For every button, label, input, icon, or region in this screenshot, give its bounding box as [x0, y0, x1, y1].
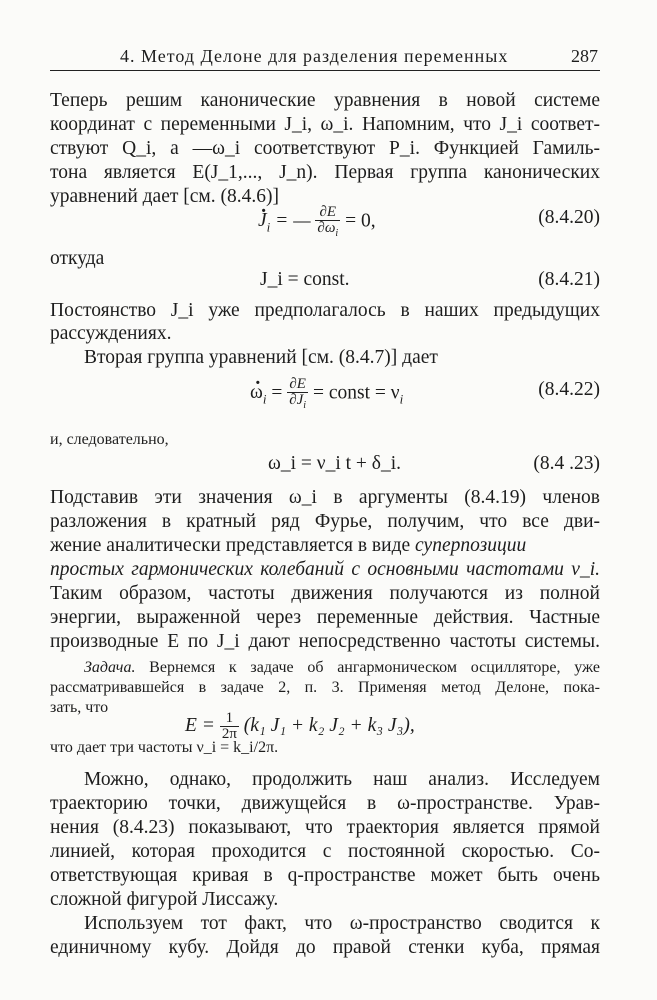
- text-line: жение аналитически представляется в виде суперпозиции: [50, 535, 527, 556]
- equation-formula: ω_i = ν_i t + δ_i.: [268, 453, 402, 474]
- text-line: Используем тот факт, что ω-пространство сводится к: [84, 913, 600, 934]
- text-line: энергии, выраженной через переменные действия. Частные: [50, 607, 600, 628]
- text-line: траекторию точки, движущейся в ω-пространстве. Урав-: [50, 793, 600, 814]
- text-line: Таким образом, частоты движения получаются из полной: [50, 583, 600, 604]
- equation-number: (8.4.20): [538, 207, 600, 228]
- equation-number: (8.4 .23): [533, 453, 600, 474]
- equation-8-4-23: [50, 449, 600, 479]
- text-line: единичному кубу. Дойдя до правой стенки куба, прямая: [50, 937, 600, 958]
- equation-8-4-20: [50, 203, 600, 239]
- task-line: что дает три частоты ν_i = k_i/2π.: [50, 739, 279, 756]
- text-line: координат с переменными J_i, ω_i. Напомним, что J_i соответ-: [50, 114, 600, 135]
- equation-8-4-21: [50, 265, 600, 295]
- text-line: ствуют Q_i, а —ω_i соответствуют P_i. Функцией Гамиль-: [50, 138, 600, 159]
- text-line: Вторая группа уравнений [см. (8.4.7)] дает: [84, 347, 438, 368]
- equation-formula: · $\omega_i$ = $\frac{\partial E}{\partial J_i}$ = const = $\nu_i$: [250, 377, 403, 414]
- equation-formula: E = $\frac{1}{2\pi}$ (k₁ J₁ + k₂ J₂ + k₃ J₃),: [185, 710, 415, 743]
- task-line: зать, что: [50, 699, 109, 716]
- text-line: простых гармонических колебаний с основными частотами ν_i.: [50, 559, 600, 580]
- text-line: уравнений дает [см. (8.4.6)]: [50, 186, 279, 207]
- task-line: Задача. Вернемся к задаче об ангармоническом осцилляторе, уже: [84, 659, 600, 676]
- text-line: Можно, однако, продолжить наш анализ. Исследуем: [84, 769, 600, 790]
- text-line: производные E по J_i дают непосредственно частоты системы.: [50, 631, 600, 652]
- text-line: Постоянство J_i уже предполагалось в наших предыдущих: [50, 300, 600, 321]
- running-title: 4. Метод Делоне для разделения переменных: [120, 46, 509, 66]
- text-line: Теперь решим канонические уравнения в новой системе: [50, 90, 600, 111]
- text-line: ответствующая кривая в q-пространстве может быть очень: [50, 865, 600, 886]
- text-line: откуда: [50, 248, 105, 269]
- text-line: нения (8.4.23) показывают, что траектория является прямой: [50, 817, 600, 838]
- equation-formula: J_i = const.: [260, 269, 350, 290]
- text-line: разложения в кратный ряд Фурье, получим, что все дви-: [50, 511, 600, 532]
- text-line: рассуждениях.: [50, 323, 172, 344]
- task-label: Задача.: [84, 659, 136, 676]
- text-line: Подставив эти значения ω_i в аргументы (8.4.19) членов: [50, 487, 600, 508]
- page-number: 287: [571, 46, 598, 66]
- task-line: рассматривавшейся в задаче 2, п. 3. Применяя метод Делоне, пока-: [50, 679, 600, 696]
- equation-number: (8.4.21): [538, 269, 600, 290]
- text-line: линией, которая проходится с постоянной скоростью. Со-: [50, 841, 600, 862]
- text-line: тона является E(J_1,..., J_n). Первая группа канонических: [50, 162, 600, 183]
- text-line: и, следовательно,: [50, 431, 169, 448]
- equation-formula: · $J_i$ = — $\frac{\partial E}{\partial\omega_i}$ = 0,: [258, 205, 376, 242]
- equation-number: (8.4.22): [538, 379, 600, 400]
- equation-8-4-22: [50, 375, 600, 411]
- text-line: сложной фигурой Лиссажу.: [50, 889, 279, 910]
- running-header: [50, 44, 600, 71]
